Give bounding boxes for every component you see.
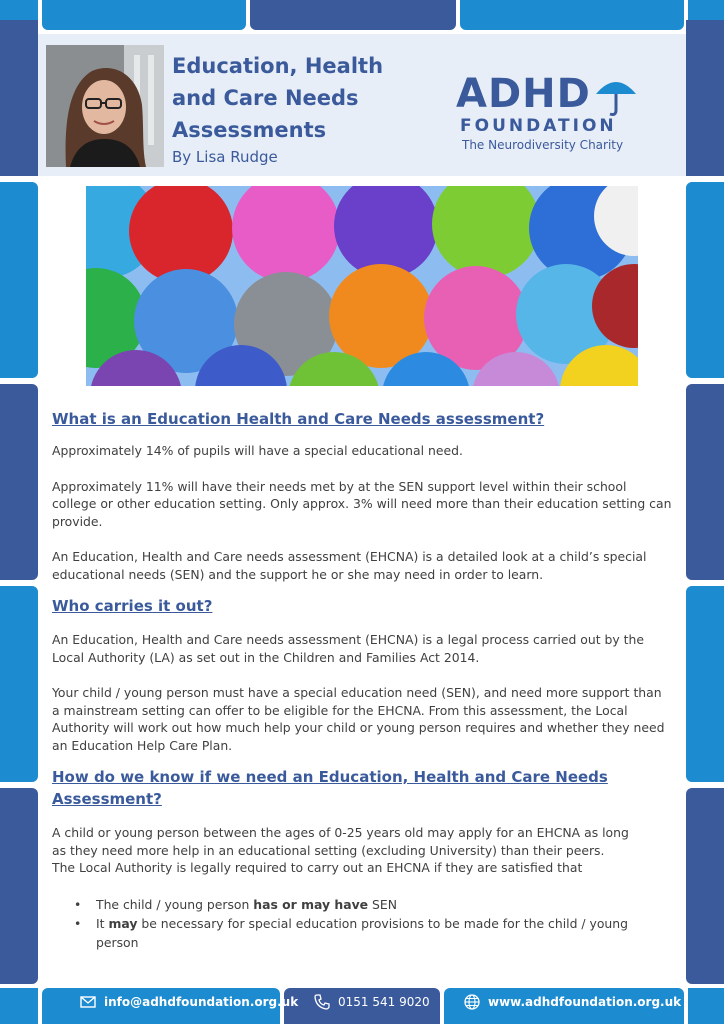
umbrellas-banner-image (86, 186, 638, 386)
logo-word: ADHD (456, 71, 591, 117)
s3-paragraph-line-2: as they need more help in an educational setting (excluding University) than their peers. (52, 842, 605, 858)
list-item (74, 895, 672, 914)
logo-tagline: The Neurodiversity Charity (462, 138, 624, 152)
frame-top-3 (460, 0, 684, 30)
frame-right-3 (686, 384, 724, 580)
bullet-2-text-end: be necessary for special education provisions to be made for the child / young person (96, 915, 629, 950)
bullet-1-bold: has or may have (253, 896, 369, 912)
s1-paragraph-3: An Education, Health and Care needs assessment (EHCNA) is a detailed look at a child’s special educational needs (SEN) and the support he or she may need in order to learn. (52, 549, 647, 582)
footer-website[interactable] (464, 988, 681, 1016)
frame-top-2 (250, 0, 456, 30)
heading-how-do-we-know: How do we know if we need an Education, Health and Care Needs Assessment? (52, 768, 608, 808)
umbrella-shape (86, 186, 638, 386)
heading-who-carries-it-out: Who carries it out? (52, 597, 213, 615)
s3-paragraph-line-1: A child or young person between the ages of 0-25 years old may apply for an EHCNA as long (52, 825, 629, 840)
frame-bottom-left (0, 988, 38, 1024)
main-content (52, 408, 672, 952)
frame-right-1 (686, 20, 724, 176)
frame-right-4 (686, 586, 724, 782)
envelope-icon (80, 994, 96, 1010)
bullet-1-text-end: SEN (368, 896, 397, 912)
title-line-1: Education, Health (172, 54, 384, 78)
bullet-2-text: It (96, 915, 109, 931)
frame-top-1 (42, 0, 246, 30)
logo-subtitle: FOUNDATION (460, 116, 617, 136)
adhd-foundation-logo (456, 72, 646, 162)
frame-left-1 (0, 20, 38, 176)
frame-left-4 (0, 586, 38, 782)
page-title (172, 50, 432, 146)
title-line-3: Assessments (172, 118, 327, 142)
frame-left-2 (0, 182, 38, 378)
footer-email-text[interactable]: info@adhdfoundation.org.uk (104, 995, 299, 1009)
frame-left-3 (0, 384, 38, 580)
s1-paragraph-2: Approximately 11% will have their needs met by at the SEN support level within their school college or other education setting. Only approx. 3% will need more than their education setting can provide. (52, 478, 672, 529)
s2-paragraph-1: An Education, Health and Care needs assessment (EHCNA) is a legal process carried out by the Local Authority (LA) as set out in the Children and Families Act 2014. (52, 632, 644, 665)
s1-paragraph-1: Approximately 14% of pupils will have a special educational need. (52, 443, 463, 458)
author-photo (46, 45, 164, 167)
frame-right-2 (686, 182, 724, 378)
frame-left-5 (0, 788, 38, 984)
title-line-2: and Care Needs (172, 86, 359, 110)
frame-bottom-right (688, 988, 724, 1024)
author-byline: By Lisa Rudge (172, 148, 278, 166)
criteria-list (74, 895, 672, 952)
s2-paragraph-2: Your child / young person must have a special education need (SEN), and need more support than a mainstream setting can offer to be eligible for the EHCNA. From this assessment, the Local Authority will work out how much help your child or young person requires and whether they need an Education Help Care Plan. (52, 685, 665, 753)
footer-phone-text[interactable]: 0151 541 9020 (338, 995, 430, 1009)
phone-icon (314, 994, 330, 1010)
bullet-2-bold: may (108, 915, 138, 931)
globe-icon (464, 994, 480, 1010)
s3-paragraph-line-3: The Local Authority is legally required to carry out an EHCNA if they are satisfied that (52, 860, 583, 875)
footer-phone[interactable] (314, 988, 430, 1016)
heading-what-is-ehcna: What is an Education Health and Care Needs assessment? (52, 410, 545, 428)
umbrella-icon (594, 76, 638, 118)
footer-website-text[interactable]: www.adhdfoundation.org.uk (488, 995, 682, 1009)
footer-email[interactable] (80, 988, 298, 1016)
frame-right-5 (686, 788, 724, 984)
list-item (74, 914, 672, 952)
bullet-1-text: The child / young person (96, 896, 254, 912)
